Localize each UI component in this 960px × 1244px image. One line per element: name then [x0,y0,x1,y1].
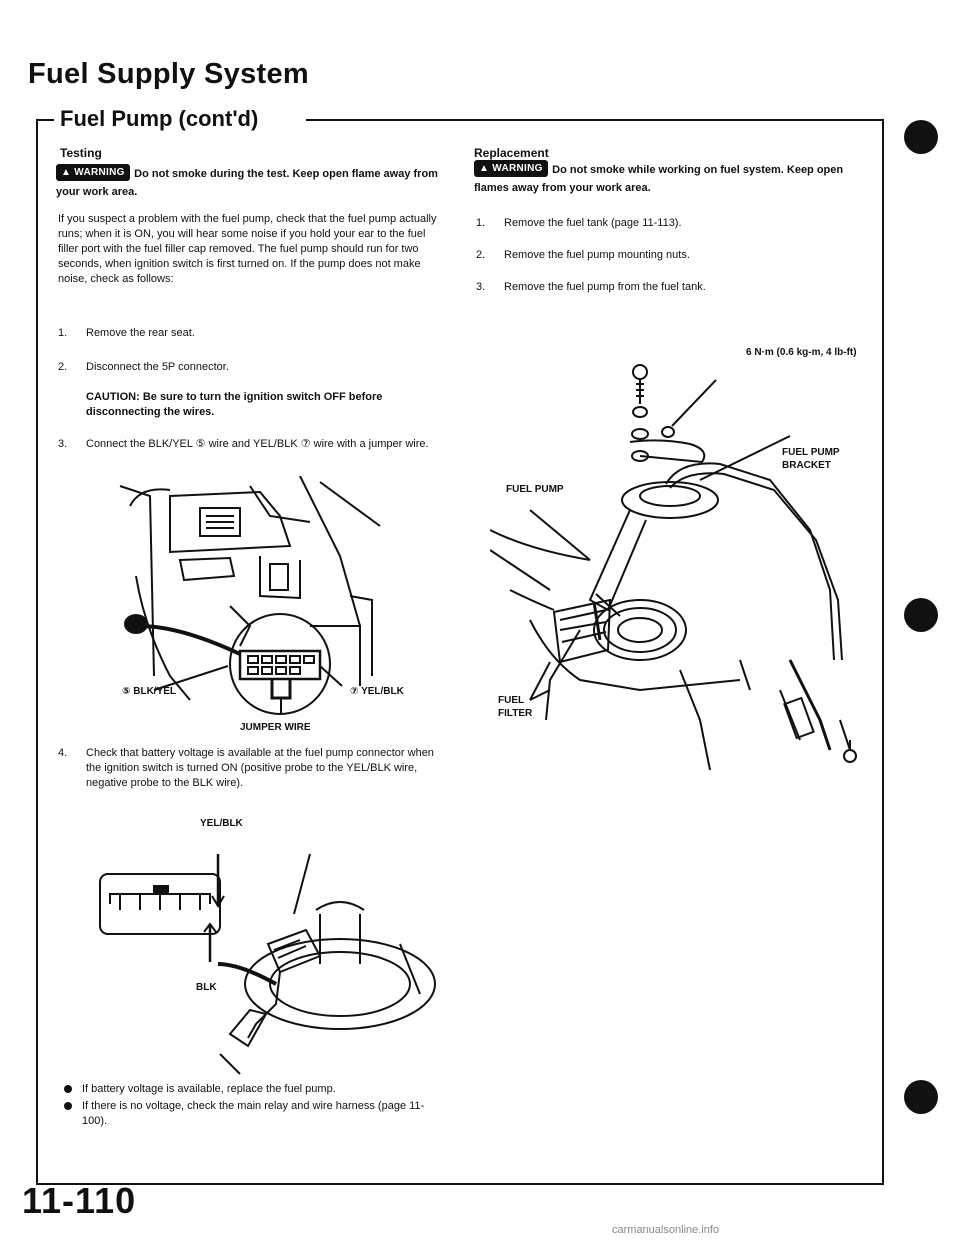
warning-badge: ▲ WARNING [56,164,130,181]
watermark: carmanualsonline.info [612,1224,720,1236]
testing-step-1: 1. Remove the rear seat. [58,327,195,339]
testing-step-3: 3. Connect the BLK/YEL ⑤ wire and YEL/BLK ⑦ wire with a jumper wire. [58,438,429,450]
page-number: 11-110 [22,1180,137,1221]
replacement-step-3: 3. Remove the fuel pump from the fuel tank. [476,281,706,293]
frame-right-rule [882,119,884,1184]
caution-note: CAUTION: Be sure to turn the ignition switch OFF before disconnecting the wires. [86,391,383,418]
bullet-item: If battery voltage is available, replace the fuel pump. [60,1082,448,1097]
testing-intro: If you suspect a problem with the fuel pump, check that the fuel pump actually runs; when it is ON, you will hear some noise if you hold your ear to the fuel filler port with the fuel filler cap removed. The fuel pump should run for two seconds, when ignition switch is first turned on. If the pump does not make noise, check as follows: [58,213,437,285]
connector-jumper-illustration [110,476,440,744]
frame-left-rule [36,119,38,1184]
testing-heading: Testing [60,146,102,160]
replacement-warning [474,160,864,196]
label-fuel-filter: FUEL FILTER [498,695,533,719]
binder-hole-3 [904,1080,938,1114]
replacement-step-1: 1. Remove the fuel tank (page 11-113). [476,217,682,229]
pump-connector-illustration [80,834,440,1084]
section-subtitle: Fuel Pump (cont'd) [60,106,259,131]
label-jumper-wire: JUMPER WIRE [240,722,311,733]
label-probe-yel-blk: YEL/BLK [200,818,243,829]
bullet-item: If there is no voltage, check the main relay and wire harness (page 11-100). [60,1099,448,1129]
label-probe-blk: BLK [196,982,217,993]
binder-hole-2 [904,598,938,632]
replacement-heading: Replacement [474,146,549,160]
warning-text: Do not smoke during the test. Keep open flame away from your work area. [56,168,438,198]
label-blk-yel: ⑤ BLK/YEL [122,686,177,697]
testing-step-2: 2. Disconnect the 5P connector. [58,361,229,373]
result-bullets [60,1082,448,1131]
fuel-pump-assembly-illustration [490,360,870,780]
testing-step-4: 4. Check that battery voltage is available at the fuel pump connector when the ignition switch is turned ON (positive probe to the YEL/BLK wire, negative probe to the BLK wire). [58,747,434,789]
label-fuel-pump: FUEL PUMP [506,484,564,495]
binder-hole-1 [904,120,938,154]
label-torque: 6 N·m (0.6 kg-m, 4 lb-ft) [746,347,857,358]
warning-text: Do not smoke while working on fuel system. Keep open flames away from your work area. [474,164,844,194]
label-fuel-pump-bracket: FUEL PUMP BRACKET [782,447,840,471]
testing-warning [56,164,446,200]
replacement-step-2: 2. Remove the fuel pump mounting nuts. [476,249,690,261]
header-rule-left [36,119,54,121]
page-title: Fuel Supply System [28,58,309,90]
warning-badge: ▲ WARNING [474,160,548,177]
frame-bottom-rule [36,1183,884,1185]
header-rule [306,119,884,121]
label-yel-blk: ⑦ YEL/BLK [350,686,404,697]
